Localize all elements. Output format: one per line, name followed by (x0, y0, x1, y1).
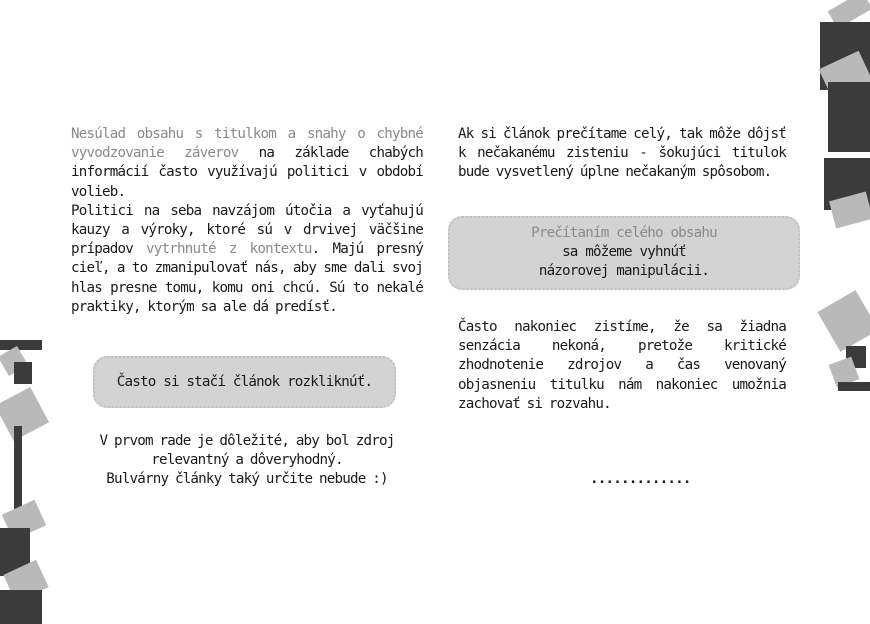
right-paragraph-1: Ak si článok prečítame celý, tak môže dôjsť k nečakanému zisteniu - šokujúci titulok bude vysvetlený úplne nečakaným spôsobom. (458, 126, 786, 181)
callout-line-2: sa môžeme vyhnúť (562, 244, 686, 261)
decor-square (828, 82, 870, 152)
decor-bar (838, 382, 870, 391)
left-paragraph-1: Nesúlad obsahu s titulkom a snahy o chybné vyvodzovanie záverov na základe chabých informácií často využívajú politici v období volieb. (71, 126, 423, 200)
decor-bar (0, 340, 42, 350)
decor-square (0, 590, 42, 624)
left-paragraph-2: Politici na seba navzájom útočia a vyťahujú kauzy a výroky, ktoré sú v drvivej väčšine prípadov vytrhnuté z kontextu. Majú presný cieľ, a to zmanipulovať nás, aby sme dali svoj hlas presne tomu, komu oni chcú. Sú to nekalé praktiky, ktorým sa ale dá predísť. (71, 202, 423, 315)
decor-square (0, 387, 49, 441)
right-paragraph-2: Často nakoniec zistíme, že sa žiadna senzácia nekoná, pretože kritické zhodnotenie zdrojov a čas venovaný objasneniu titulku nám nakoniec umožnia zachovať si rozvahu. (458, 319, 786, 412)
highlight-text: vytrhnuté z kontextu (146, 241, 312, 258)
decor-bar (14, 362, 32, 384)
callout-line-1: Prečítaním celého obsahu (531, 225, 717, 241)
highlight-text: Nesúlad obsahu s titulkom a snahy o chybné vyvodzovanie záverov (71, 126, 423, 162)
dots-separator: ............. (590, 471, 691, 487)
left-closing: V prvom rade je dôležité, aby bol zdroj relevantný a dôveryhodný. Bulvárny články taký určite nebude :) (99, 433, 395, 488)
decor-square (817, 290, 870, 352)
callout-line-3: názorovej manipulácii. (538, 263, 710, 280)
left-column (71, 125, 423, 317)
callout-box (448, 216, 800, 290)
tip-box: Často si stačí článok rozkliknúť. (93, 356, 396, 408)
